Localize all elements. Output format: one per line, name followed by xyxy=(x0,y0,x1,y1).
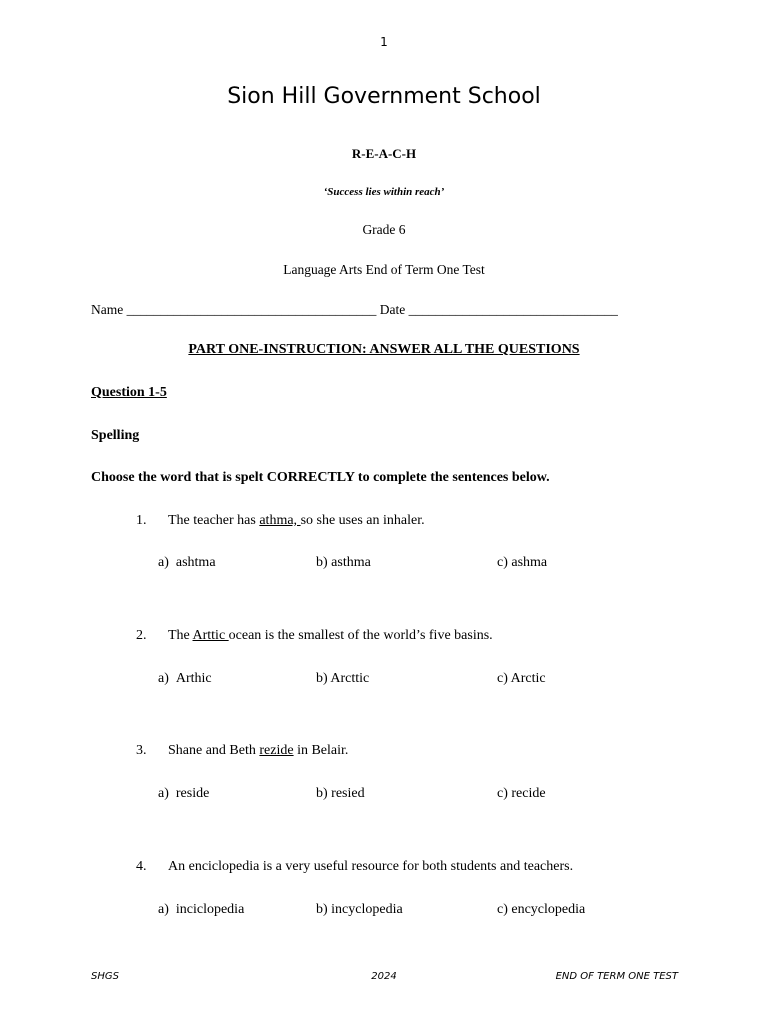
school-name: Sion Hill Government School xyxy=(227,84,541,109)
school-acronym: R-E-A-C-H xyxy=(351,146,417,161)
option-a: a) Arthic xyxy=(158,671,212,686)
option-c: c) Arctic xyxy=(497,671,546,686)
question-number: 1. xyxy=(136,513,147,528)
option-c: c) encyclopedia xyxy=(497,902,586,917)
footer-left: SHGS xyxy=(91,971,119,982)
option-c: c) ashma xyxy=(497,555,548,570)
option-b: b) asthma xyxy=(316,555,371,570)
question-text-before: The teacher has xyxy=(168,513,260,528)
footer-center: 2024 xyxy=(371,971,397,982)
option-b: b) incyclopedia xyxy=(316,902,403,917)
school-motto: ‘Success lies within reach’ xyxy=(323,186,445,198)
option-b: b) resied xyxy=(316,786,365,801)
misspelled-word: rezide xyxy=(259,743,294,758)
question-text-after: so she uses an inhaler. xyxy=(300,513,425,528)
question-range-heading: Question 1-5 xyxy=(91,385,167,400)
question-number: 4. xyxy=(136,859,147,874)
question-text-before: An enciclopedia is a very useful resource for both students and teachers. xyxy=(168,859,574,874)
section-direction: Choose the word that is spelt CORRECTLY to complete the sentences below. xyxy=(91,470,550,485)
question-text xyxy=(168,859,573,875)
question-text xyxy=(168,513,425,529)
section-topic: Spelling xyxy=(91,428,140,443)
question-text-after: in Belair. xyxy=(293,743,349,758)
page-number: 1 xyxy=(380,35,388,49)
name-date-line: Name _____________________________________ Date _______________________________ xyxy=(91,302,618,317)
question-text xyxy=(168,628,493,644)
question-number: 3. xyxy=(136,743,147,758)
misspelled-word: athma, xyxy=(259,513,301,528)
option-a: a) reside xyxy=(158,786,210,801)
option-a: a) inciclopedia xyxy=(158,902,245,917)
option-b: b) Arcttic xyxy=(316,671,370,686)
question-text xyxy=(168,743,348,759)
part-one-instruction: PART ONE-INSTRUCTION: ANSWER ALL THE QUESTIONS xyxy=(188,342,580,357)
grade-level: Grade 6 xyxy=(362,222,406,237)
footer-right: END OF TERM ONE TEST xyxy=(555,971,678,982)
question-text-after: ocean is the smallest of the world’s five basins. xyxy=(228,628,493,643)
question-number: 2. xyxy=(136,628,147,643)
test-name: Language Arts End of Term One Test xyxy=(283,262,485,277)
misspelled-word: Arttic xyxy=(192,628,229,643)
question-text-before: Shane and Beth xyxy=(168,743,260,758)
question-text-before: The xyxy=(168,628,193,643)
option-c: c) recide xyxy=(497,786,546,801)
option-a: a) ashtma xyxy=(158,555,216,570)
